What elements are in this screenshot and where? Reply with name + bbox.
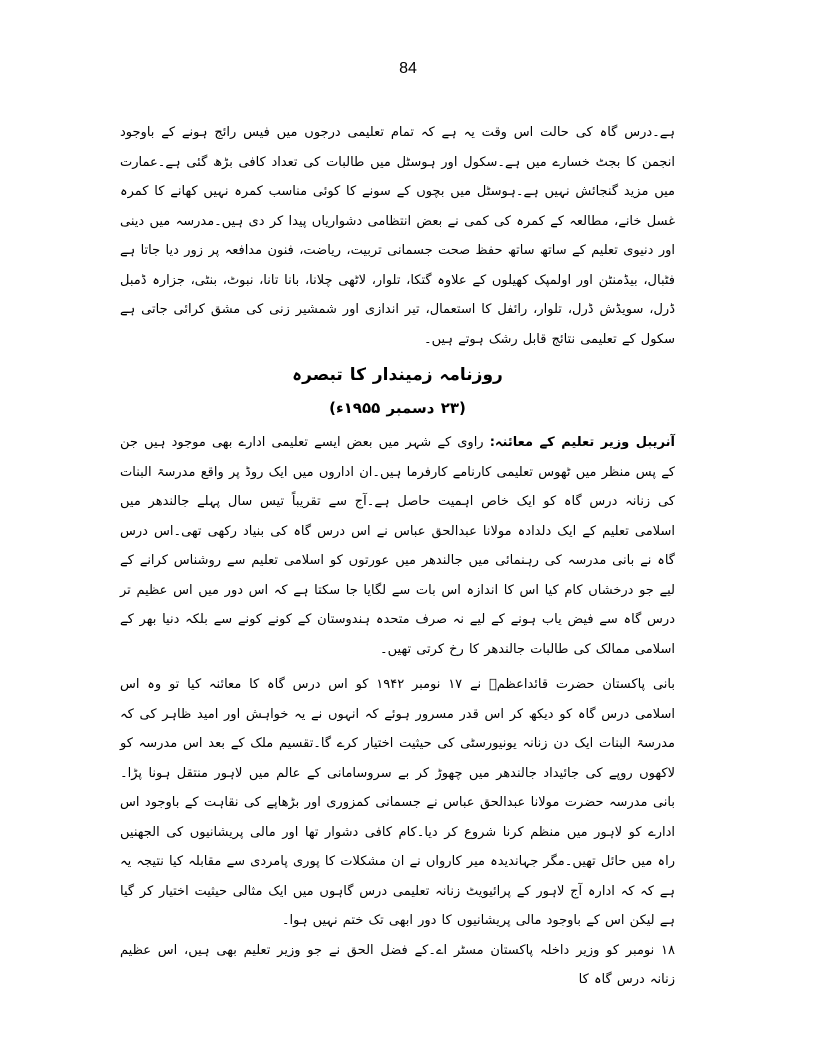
- founder-paragraph: بانی پاکستان حضرت قائداعظمؒ نے ۱۷ نومبر ۱۹۴۲ کو اس درس گاہ کا معائنہ کیا تو وہ اس اسلامی درس گاہ کو دیکھ کر اس قدر مسرور ہوئے کہ انہوں نے یہ خواہش اور امید ظاہر کی کہ مدرسۃ البنات ایک دن زنانہ یونیورسٹی کی حیثیت اختیار کرے گا۔تقسیم ملک کے بعد اس مدرسہ کو لاکھوں روپے کی جائیداد جالندھر میں چھوڑ کر بے سروسامانی کے عالم میں لاہور منتقل ہونا پڑا۔بانی مدرسہ حضرت مولانا عبدالحق عباس نے جسمانی کمزوری اور بڑھاپے کی نقاہت کے باوجود اس ادارے کو لاہور میں منظم کرنا شروع کر دیا۔کام کافی دشوار تھا اور مالی پریشانیوں کی الجھنیں راہ میں حائل تھیں۔مگر جہاندیدہ میر کارواں نے ان مشکلات کا پوری پامردی سے مقابلہ کیا نتیجہ یہ ہے کہ کہ ادارہ آج لاہور کے پرائیویٹ زنانہ تعلیمی درس گاہوں میں ایک مثالی حیثیت اختیار کر گیا ہے لیکن اس کے باوجود مالی پریشانیوں کا دور ابھی تک ختم نہیں ہوا۔: [120, 677, 675, 928]
- visit-paragraph: [120, 428, 675, 664]
- page-number: 84: [399, 60, 417, 77]
- review-date: (۲۳ دسمبر ۱۹۵۵ء): [329, 399, 466, 417]
- page-body: [120, 118, 675, 995]
- visit-lead: آنریبل وزیر تعلیم کے معائنہ:: [489, 435, 675, 450]
- review-heading: روزنامہ زمیندار کا تبصرہ: [292, 365, 503, 385]
- intro-paragraph: ہے۔درس گاہ کی حالت اس وقت یہ ہے کہ تمام تعلیمی درجوں میں فیس رائج ہونے کے باوجود انجمن کا بجٹ خسارے میں ہے۔سکول اور ہوسٹل میں طالبات کی تعداد کافی بڑھ گئی ہے۔عمارت میں مزید گنجائش نہیں ہے۔ہوسٹل میں بچوں کے سونے کا کوئی مناسب کمرہ نہیں کھانے کا کمرہ غسل خانے، مطالعہ کے کمرہ کی کمی نے بعض انتظامی دشواریاں پیدا کر دی ہیں۔مدرسہ میں دینی اور دنیوی تعلیم کے ساتھ ساتھ حفظ صحت جسمانی تربیت، ریاضت، فنون مدافعہ پر زور دیا جاتا ہے فٹبال، بیڈمنٹن اور اولمپک کھیلوں کے علاوہ گتکا، تلوار، لاٹھی چلانا، بانا تانا، نبوٹ، بنٹی، جزارہ ڈمبل ڈرل، سویڈش ڈرل، تلوار، رائفل کا استعمال، تیر اندازی اور شمشیر زنی کی مشق کرائی جاتی ہے سکول کے تعلیمی نتائج قابل رشک ہوتے ہیں۔: [120, 125, 675, 347]
- visit-text: راوی کے شہر میں بعض ایسے تعلیمی ادارے بھی موجود ہیں جن کے پس منظر میں ٹھوس تعلیمی کارنامے کارفرما ہیں۔ان اداروں میں ایک روڈ پر واقع مدرسۃ البنات کی زنانہ درس گاہ کو ایک خاص اہمیت حاصل ہے۔آج سے تقریباً تیس سال پہلے جالندھر میں اسلامی تعلیم کے ایک دلدادہ مولانا عبدالحق عباس نے اس درس گاہ کی بنیاد رکھی تھی۔اس درس گاہ نے بانی مدرسہ کی رہنمائی میں جالندھر میں عورتوں کو اسلامی تعلیم سے روشناس کرانے کے لیے جو درخشاں کام کیا اس کا اندازہ اس بات سے لگایا جا سکتا ہے کہ اس دور میں اس عظیم تر درس گاہ سے فیض یاب ہونے کے لیے نہ صرف متحدہ ہندوستان کے کونے کونے سے بلکہ دنیا بھر کے اسلامی ممالک کی طالبات جالندھر کا رخ کرتی تھیں۔: [120, 435, 675, 657]
- final-line: ۱۸ نومبر کو وزیر داخلہ پاکستان مسٹر اے۔کے فضل الحق نے جو وزیر تعلیم بھی ہیں، اس عظیم زنانہ درس گاہ کا: [120, 942, 675, 987]
